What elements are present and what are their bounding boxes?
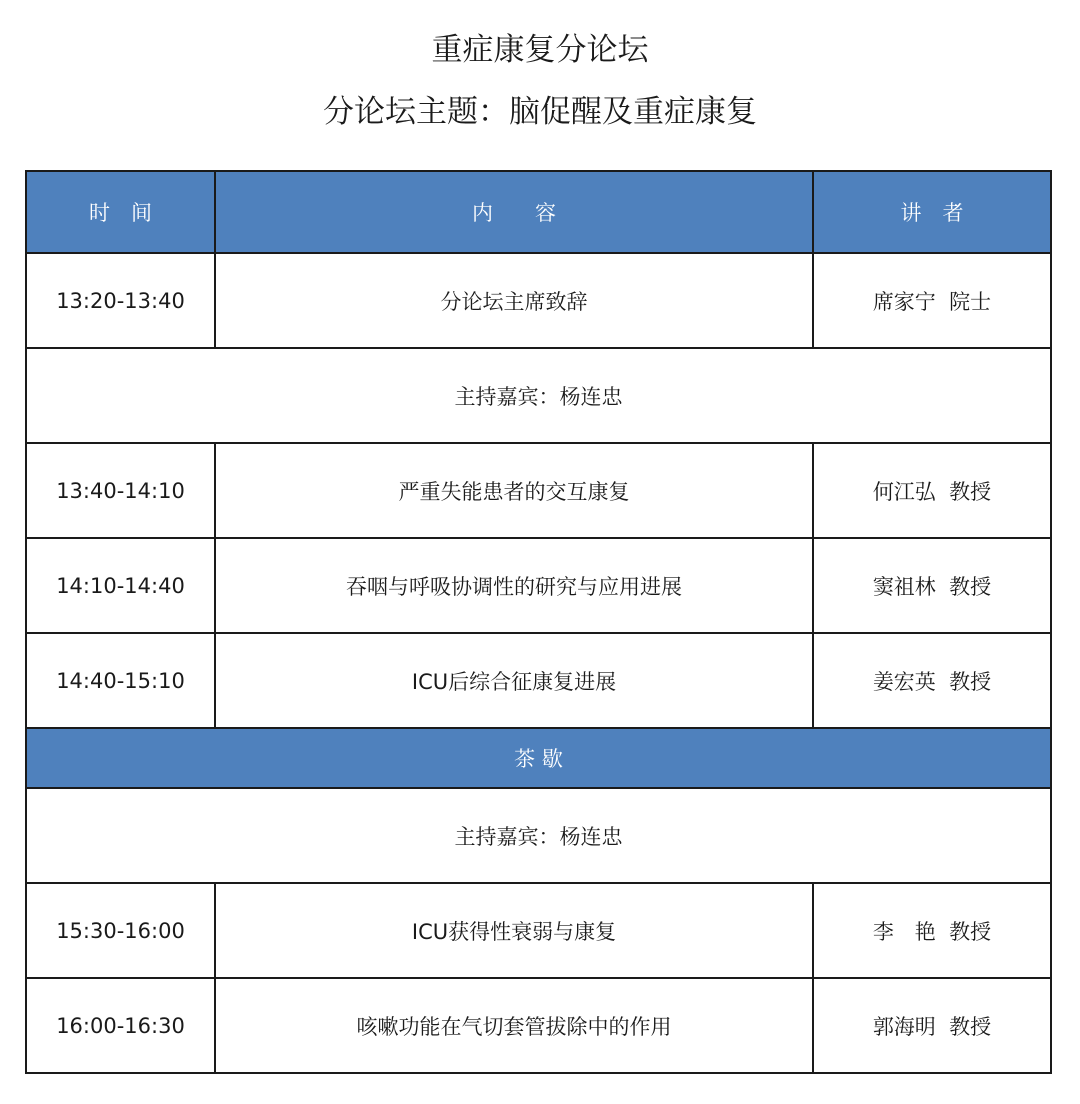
table-row — [26, 633, 1051, 728]
time-cell: 14:10-14:40 — [26, 538, 215, 633]
table-row — [26, 253, 1051, 348]
page-subtitle: 分论坛主题：脑促醒及重症康复 — [323, 94, 757, 130]
time-cell: 13:20-13:40 — [26, 253, 215, 348]
table-row — [26, 978, 1051, 1073]
table-header-row — [26, 171, 1051, 253]
table-row — [26, 883, 1051, 978]
column-header-time: 时 间 — [26, 171, 215, 253]
time-cell: 15:30-16:00 — [26, 883, 215, 978]
speaker-cell: 席家宁 院士 — [813, 253, 1051, 348]
time-cell: 14:40-15:10 — [26, 633, 215, 728]
speaker-cell: 郭海明 教授 — [813, 978, 1051, 1073]
content-cell: 吞咽与呼吸协调性的研究与应用进展 — [215, 538, 813, 633]
speaker-cell: 李 艳 教授 — [813, 883, 1051, 978]
break-row — [26, 728, 1051, 788]
content-cell: 咳嗽功能在气切套管拔除中的作用 — [215, 978, 813, 1073]
host-row — [26, 788, 1051, 883]
time-cell: 16:00-16:30 — [26, 978, 215, 1073]
content-cell: 严重失能患者的交互康复 — [215, 443, 813, 538]
host-cell: 主持嘉宾：杨连忠 — [26, 348, 1051, 443]
content-cell: ICU获得性衰弱与康复 — [215, 883, 813, 978]
host-row — [26, 348, 1051, 443]
break-cell: 茶 歇 — [26, 728, 1051, 788]
page-title: 重症康复分论坛 — [431, 32, 649, 68]
content-cell: 分论坛主席致辞 — [215, 253, 813, 348]
speaker-cell: 何江弘 教授 — [813, 443, 1051, 538]
column-header-content: 内 容 — [215, 171, 813, 253]
table-row — [26, 443, 1051, 538]
time-cell: 13:40-14:10 — [26, 443, 215, 538]
speaker-cell: 姜宏英 教授 — [813, 633, 1051, 728]
content-cell: ICU后综合征康复进展 — [215, 633, 813, 728]
schedule-table — [25, 170, 1052, 1074]
host-cell: 主持嘉宾：杨连忠 — [26, 788, 1051, 883]
column-header-speaker: 讲 者 — [813, 171, 1051, 253]
table-row — [26, 538, 1051, 633]
speaker-cell: 窦祖林 教授 — [813, 538, 1051, 633]
